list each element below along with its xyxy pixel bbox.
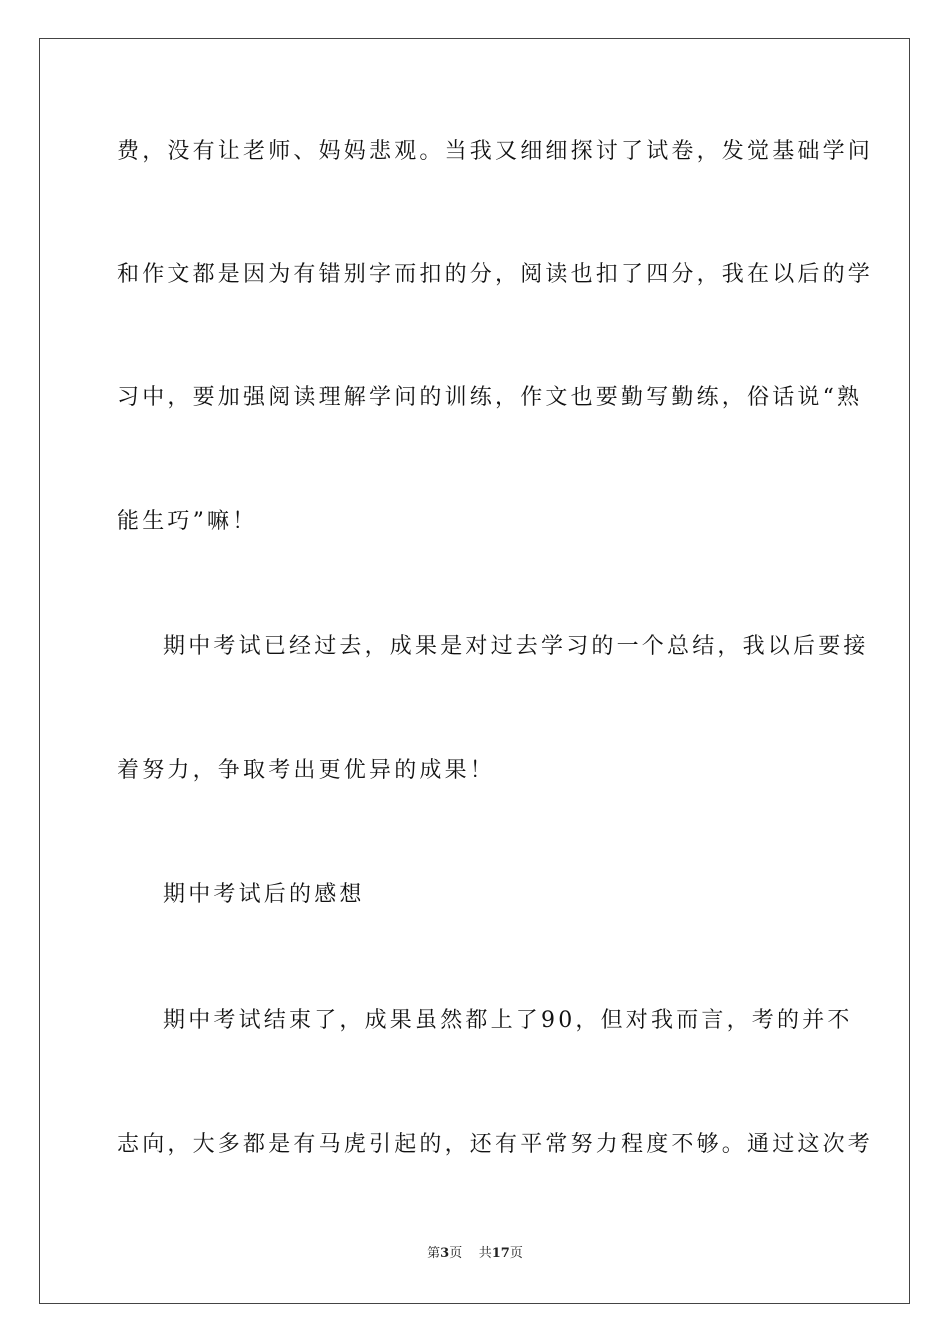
body-text-line-4: 能生巧”嘛！ bbox=[117, 509, 258, 534]
page-footer bbox=[0, 1245, 950, 1263]
total-prefix: 共 bbox=[478, 1246, 492, 1261]
body-text-line-6: 着努力，争取考出更优异的成果！ bbox=[117, 758, 496, 783]
page-border bbox=[39, 38, 910, 1304]
page-suffix: 页 bbox=[449, 1246, 463, 1261]
page-number: 3 bbox=[440, 1246, 450, 1261]
body-text-line-5: 期中考试已经过去，成果是对过去学习的一个总结，我以后要接 bbox=[163, 634, 869, 659]
section-heading: 期中考试后的感想 bbox=[163, 882, 365, 907]
total-pages: 17 bbox=[491, 1246, 510, 1261]
body-text-line-1: 费，没有让老师、妈妈悲观。当我又细细探讨了试卷，发觉基础学问 bbox=[117, 139, 874, 164]
body-text-line-2: 和作文都是因为有错别字而扣的分，阅读也扣了四分，我在以后的学 bbox=[117, 262, 874, 287]
page-prefix: 第 bbox=[427, 1246, 441, 1261]
body-text-line-8: 期中考试结束了，成果虽然都上了90，但对我而言，考的并不 bbox=[163, 1008, 853, 1033]
total-suffix: 页 bbox=[509, 1246, 523, 1261]
body-text-line-3: 习中，要加强阅读理解学问的训练，作文也要勤写勤练，俗话说“熟 bbox=[117, 385, 863, 410]
body-text-line-9: 志向，大多都是有马虎引起的，还有平常努力程度不够。通过这次考 bbox=[117, 1132, 874, 1157]
